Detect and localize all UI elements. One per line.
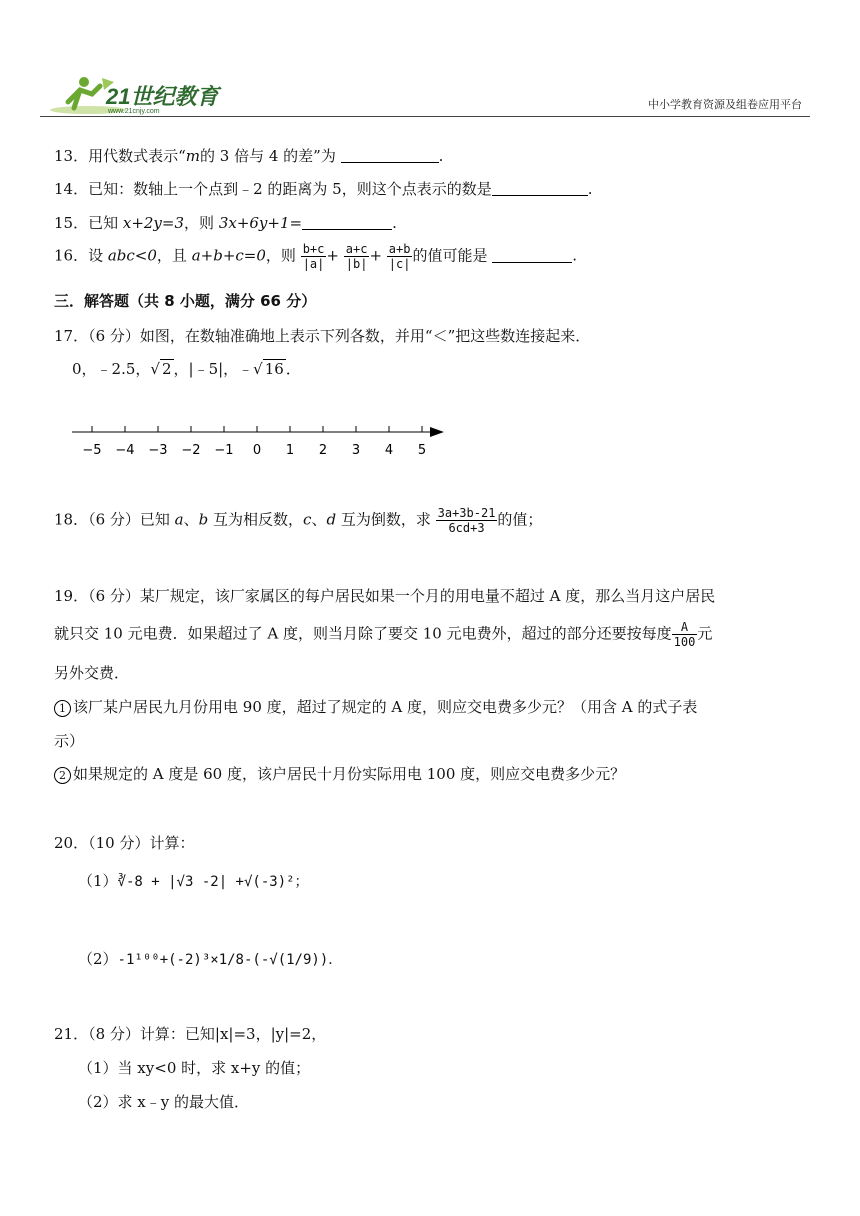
question-19-line3: 另外交费． xyxy=(54,664,130,682)
question-19-part1-cont: 示） xyxy=(54,732,85,750)
question-19-part1: 1 该厂某户居民九月份用电 90 度，超过了规定的 A 度，则应交电费多少元？（用含 A 的式子表 xyxy=(54,696,697,717)
question-13: 13．用代数式表示“m的 3 倍与 4 的差”为 . xyxy=(54,147,444,165)
answer-blank[interactable] xyxy=(341,148,439,163)
tick-label: −4 xyxy=(115,443,135,458)
fraction: $\frac{b+c}{|a|}$ xyxy=(302,242,325,271)
question-21-part1: （1）当 xy<0 时，求 x+y 的值； xyxy=(78,1059,311,1077)
question-16: 16．设 abc<0，且 a+b+c=0，则 $\frac{b+c}{|a|}$ + $\frac{a+c}{|b|}$ + $\frac{a+b}{|c|}$ 的值可能是 . xyxy=(54,242,578,271)
question-19-part2: 2 如果规定的 A 度是 60 度，该户居民十月份实际用电 100 度，则应交电费多少元？ xyxy=(54,763,625,784)
tick-label: −3 xyxy=(148,443,168,458)
fraction: $\frac{a+b}{|c|}$ xyxy=(388,242,411,271)
answer-blank[interactable] xyxy=(492,248,572,263)
circle-number: 1 xyxy=(54,700,71,717)
logo xyxy=(48,72,248,116)
question-20-part2: （2）-1¹⁰⁰+(-2)³×1/8-(-√(1/9))． xyxy=(78,950,343,968)
question-20-part1: （1）∛-8 + |√3 -2| +√(-3)²； xyxy=(78,872,309,890)
question-21-part2: （2）求 x﹣y 的最大值． xyxy=(78,1093,250,1111)
tick-label: −2 xyxy=(181,443,201,458)
question-14: 14．已知：数轴上一个点到﹣2 的距离为 5，则这个点表示的数是 . xyxy=(54,180,593,198)
answer-blank[interactable] xyxy=(492,181,588,196)
fraction: $\frac{A}{100}$ xyxy=(673,620,696,649)
circle-number: 2 xyxy=(54,767,71,784)
tick-label: −1 xyxy=(214,443,234,458)
question-19-line2: 就只交 10 元电费．如果超过了 A 度，则当月除了要交 10 元电费外，超过的部分还要按每度 $\frac{A}{100}$ 元 xyxy=(54,620,713,649)
fraction: $\frac{3a+3b-21}{6cd+3}$ xyxy=(437,506,496,535)
question-15: 15．已知 x+2y=3，则 3x+6y+1= . xyxy=(54,214,397,232)
tick-label: 3 xyxy=(351,443,361,458)
question-17-numbers: 0，﹣2.5，√ 2 ，|﹣5|，﹣√ 16 ． xyxy=(72,360,301,378)
answer-blank[interactable] xyxy=(302,215,392,230)
question-17: 17．（6 分）如图，在数轴准确地上表示下列各数，并用“＜”把这些数连接起来． xyxy=(54,327,591,345)
arrow-icon xyxy=(430,427,444,437)
question-21: 21．（8 分）计算：已知|x|=3，|y|=2， xyxy=(54,1025,327,1043)
tick-label: 4 xyxy=(384,443,394,458)
logo-text: 21世纪教育 xyxy=(106,84,219,109)
number-line xyxy=(70,420,450,462)
question-19-line1: 19．（6 分）某厂规定，该厂家属区的每户居民如果一个月的用电量不超过 A 度，那么当月这户居民 xyxy=(54,587,716,605)
tick-label: 5 xyxy=(417,443,427,458)
question-18: 18．（6 分）已知 a、b 互为相反数，c、d 互为倒数，求 $\frac{3a+3b-21}{6cd+3}$ 的值； xyxy=(54,506,543,535)
tick-label: 0 xyxy=(252,443,262,458)
section-title: 三．解答题（共 8 小题，满分 66 分） xyxy=(54,292,317,310)
fraction: $\frac{a+c}{|b|}$ xyxy=(345,242,368,271)
platform-name: 中小学教育资源及组卷应用平台 xyxy=(648,98,802,111)
tick-label: −5 xyxy=(82,443,102,458)
logo-url: www.21cnjy.com xyxy=(108,108,160,115)
page-header xyxy=(40,68,810,117)
tick-label: 2 xyxy=(318,443,328,458)
question-20: 20．（10 分）计算： xyxy=(54,834,195,852)
tick-label: 1 xyxy=(285,443,295,458)
